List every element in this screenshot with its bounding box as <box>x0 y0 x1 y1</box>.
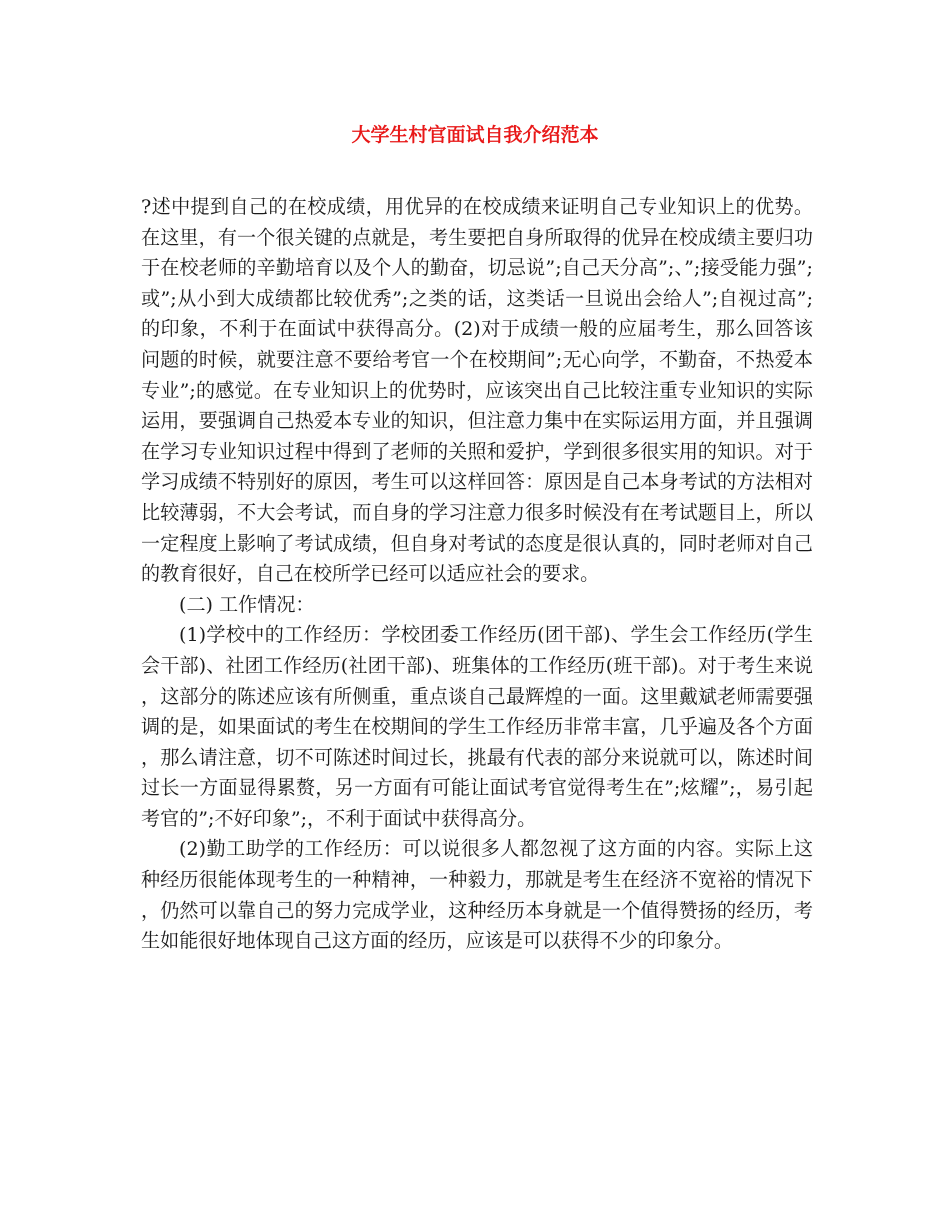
document-title: 大学生村官面试自我介绍范本 <box>351 124 599 146</box>
section-heading-work-experience: (二) 工作情况： <box>179 592 315 616</box>
paragraph-academic-record: ?述中提到自己的在校成绩，用优异的在校成绩来证明自己专业知识上的优势。在这里，有一个很关键的点就是，考生要把自身所取得的优异在校成绩主要归功于在校老师的辛勤培育以及个人的勤奋，切忌说”;自己天分高”;、”;接受能力强”;或”;从小到大成绩都比较优秀”;之类的话，这类话一旦说出会给人”;自视过高”;的印象，不利于在面试中获得高分。(2)对于成绩一般的应届考生，那么回答该问题的时候，就要注意不要给考官一个在校期间”;无心向学，不勤奋，不热爱本专业”;的感觉。在专业知识上的优势时，应该突出自己比较注重专业知识的实际运用，要强调自己热爱本专业的知识，但注意力集中在实际运用方面，并且强调在学习专业知识过程中得到了老师的关照和爱护，学到很多很实用的知识。对于学习成绩不特别好的原因，考生可以这样回答：原因是自己本身考试的方法相对比较薄弱，不大会考试，而自身的学习注意力很多时候没有在考试题目上，所以一定程度上影响了考试成绩，但自身对考试的态度是很认真的，同时老师对自己的教育很好，自己在校所学已经可以适应社会的要求。 <box>141 195 813 586</box>
document-body <box>141 192 813 957</box>
paragraph-school-work-experience: (1)学校中的工作经历：学校团委工作经历(团干部)、学生会工作经历(学生会干部)、社团工作经历(社团干部)、班集体的工作经历(班干部)。对于考生来说，这部分的陈述应该有所侧重，重点谈自己最辉煌的一面。这里戴斌老师需要强调的是，如果面试的考生在校期间的学生工作经历非常丰富，几乎遍及各个方面，那么请注意，切不可陈述时间过长，挑最有代表的部分来说就可以，陈述时间过长一方面显得累赘，另一方面有可能让面试考官觉得考生在”;炫耀”;，易引起考官的”;不好印象”;，不利于面试中获得高分。 <box>141 623 813 830</box>
paragraph-work-study-experience: (2)勤工助学的工作经历：可以说很多人都忽视了这方面的内容。实际上这种经历很能体现考生的一种精神，一种毅力，那就是考生在经济不宽裕的情况下，仍然可以靠自己的努力完成学业，这种经历本身就是一个值得赞扬的经历，考生如能很好地体现自己这方面的经历，应该是可以获得不少的印象分。 <box>141 837 813 953</box>
